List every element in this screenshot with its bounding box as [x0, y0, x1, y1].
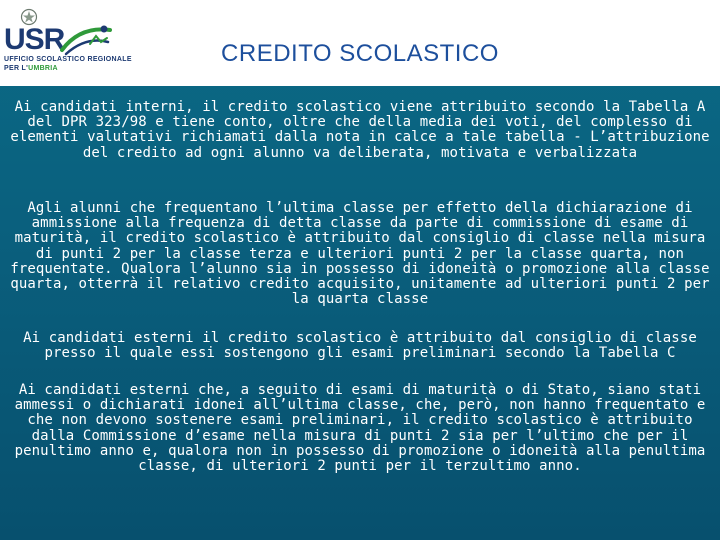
logo-subtitle-region: UMBRIA	[28, 65, 58, 72]
logo-subtitle-line1: UFFICIO SCOLASTICO REGIONALE	[4, 56, 132, 63]
usr-logo	[4, 8, 132, 74]
paragraph-candidati-interni: Ai candidati interni, il credito scolastico viene attribuito secondo la Tabella A del DPR 323/98 e tiene conto, oltre che della media dei voti, del complesso di elementi valutativi richiamati dalla nota in calce a tale tabella - L’attribuzione del credito ad ogni alunno va deliberata, motivata e verbalizzata	[10, 99, 710, 161]
paragraph-candidati-esterni-ammessi: Ai candidati esterni che, a seguito di esami di maturità o di Stato, siano stati ammessi o dichiarati idonei all’ultima classe, che, però, non hanno frequentato e che non devono sostenere esami preliminari, il credito scolastico è attribuito dalla Commissione d’esame nella misura di punti 2 sia per l’ultimo che per il penultimo anno e, qualora non in possesso di promozione o idoneità alla penultima classe, di ulteriori 2 punti per il terzultimo anno.	[14, 382, 706, 475]
page-title: CREDITO SCOLASTICO	[221, 40, 499, 67]
paragraph-candidati-esterni-tabella-c: Ai candidati esterni il credito scolastico è attribuito dal consiglio di classe presso il quale essi sostengono gli esami preliminari secondo la Tabella C	[23, 330, 697, 362]
logo-subtitle-prefix: PER L'	[4, 65, 29, 72]
logo-subtitle-line2	[4, 65, 58, 73]
paragraph-alunni-ultima-classe: Agli alunni che frequentano l’ultima classe per effetto della dichiarazione di ammissione alla frequenza di detta classe da parte di commissione di esame di maturità, il credito scolastico è attribuito dal consiglio di classe nella misura di punti 2 per la classe terza e ulteriori punti 2 per la classe quarta, non frequentate. Qualora l’alunno sia in possesso di idoneità o promozione alla classe quarta, otterrà il relativo credito acquisito, unitamente ad ulteriori punti 2 per la quarta classe	[10, 200, 710, 308]
logo-acronym: USR	[4, 23, 65, 56]
orbit-swoosh-icon	[60, 20, 114, 60]
